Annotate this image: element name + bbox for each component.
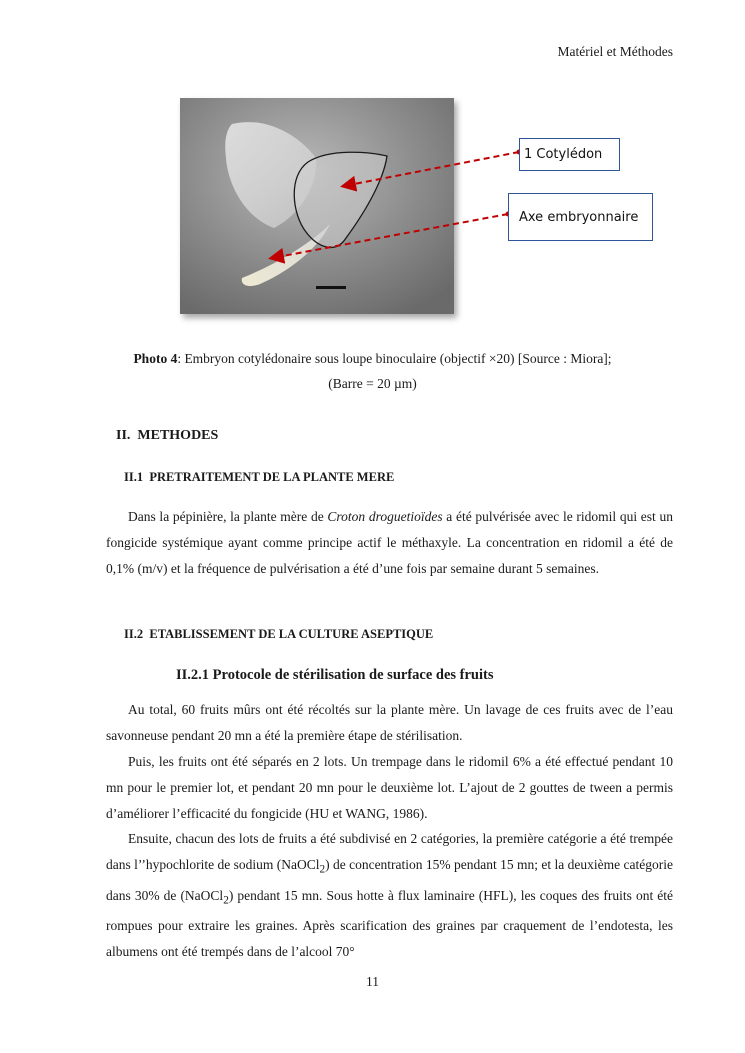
subsection-heading-2	[124, 627, 433, 642]
paragraph-ridomil: Puis, les fruits ont été séparés en 2 lots. Un trempage dans le ridomil 6% a été effectué pendant 10 mn pour le premier lot, et pendant 20 mn pour le deuxième lot. L’ajout de 2 gouttes de tween a permis d’améliorer l’efficacité du fongicide (HU et WANG, 1986).	[106, 754, 673, 821]
subsection-1-number: II.1	[124, 470, 144, 484]
paragraph-4-text-c: ) pendant 15 mn. Sous hotte à flux laminaire (HFL), les coques des fruits ont été rompues pour extraire les graines. Après scarification des graines par craquement de l’endotesta, les albumens ont été trempés dans de l’alcool 70°	[106, 887, 673, 960]
arrow-embryonic-axis	[272, 214, 508, 258]
subsubsection-heading	[176, 667, 494, 684]
paragraph-hypochlorite	[106, 826, 673, 965]
paragraph-1-text-b: a été pulvérisée avec le ridomil qui est un fongicide systémique ayant comme principe actif le méthaxyle. La concentration en ridomil a été de 0,1% (m/v) et la fréquence de pulvérisation a été d’une fois par semaine durant 5 semaines.	[106, 509, 673, 576]
paragraph-4-text-a: Ensuite, chacun des lots de fruits a été subdivisé en 2 catégories, la première catégorie a été trempée dans l’’hypochlorite de sodium (NaOCl	[106, 831, 673, 872]
running-header: Matériel et Méthodes	[557, 44, 673, 59]
section-title: METHODES	[137, 428, 219, 443]
paragraph-harvest: Au total, 60 fruits mûrs ont été récoltés sur la plante mère. Un lavage de ces fruits avec de l’eau savonneuse pendant 20 mn a été la première étape de stérilisation.	[106, 702, 673, 743]
paragraph-pretreatment	[106, 504, 673, 582]
paragraph-1-text-a: Dans la pépinière, la plante mère de	[128, 509, 328, 524]
caption-label: Photo 4	[133, 351, 178, 366]
label-cotyledon: 1 Cotylédon	[519, 138, 620, 171]
figure-caption	[0, 351, 745, 367]
subsection-1-title: PRETRAITEMENT DE LA PLANTE MERE	[149, 470, 395, 484]
species-name: Croton droguetioïdes	[327, 509, 443, 524]
paragraph-4-text-b: ) de concentration 15% pendant 15 mn; et la deuxième catégorie dans 30% de (NaOCl	[106, 857, 673, 903]
caption-text: : Embryon cotylédonaire sous loupe binoculaire (objectif ×20) [Source : Miora];	[177, 351, 612, 366]
subsection-heading-1	[124, 470, 394, 485]
subsubsection-title: Protocole de stérilisation de surface des fruits	[212, 667, 494, 683]
subsection-2-title: ETABLISSEMENT DE LA CULTURE ASEPTIQUE	[149, 627, 434, 641]
label-embryonic-axis: Axe embryonnaire	[508, 193, 653, 241]
arrow-cotyledon	[344, 152, 519, 186]
subscript-1: 2	[319, 863, 326, 876]
page-number: 11	[366, 974, 379, 989]
section-number: II.	[116, 428, 131, 443]
subsection-2-number: II.2	[124, 627, 144, 641]
subsubsection-number: II.2.1	[176, 667, 210, 683]
caption-scale: (Barre = 20 µm)	[328, 376, 417, 391]
subscript-2: 2	[223, 894, 229, 907]
section-heading	[116, 428, 218, 444]
